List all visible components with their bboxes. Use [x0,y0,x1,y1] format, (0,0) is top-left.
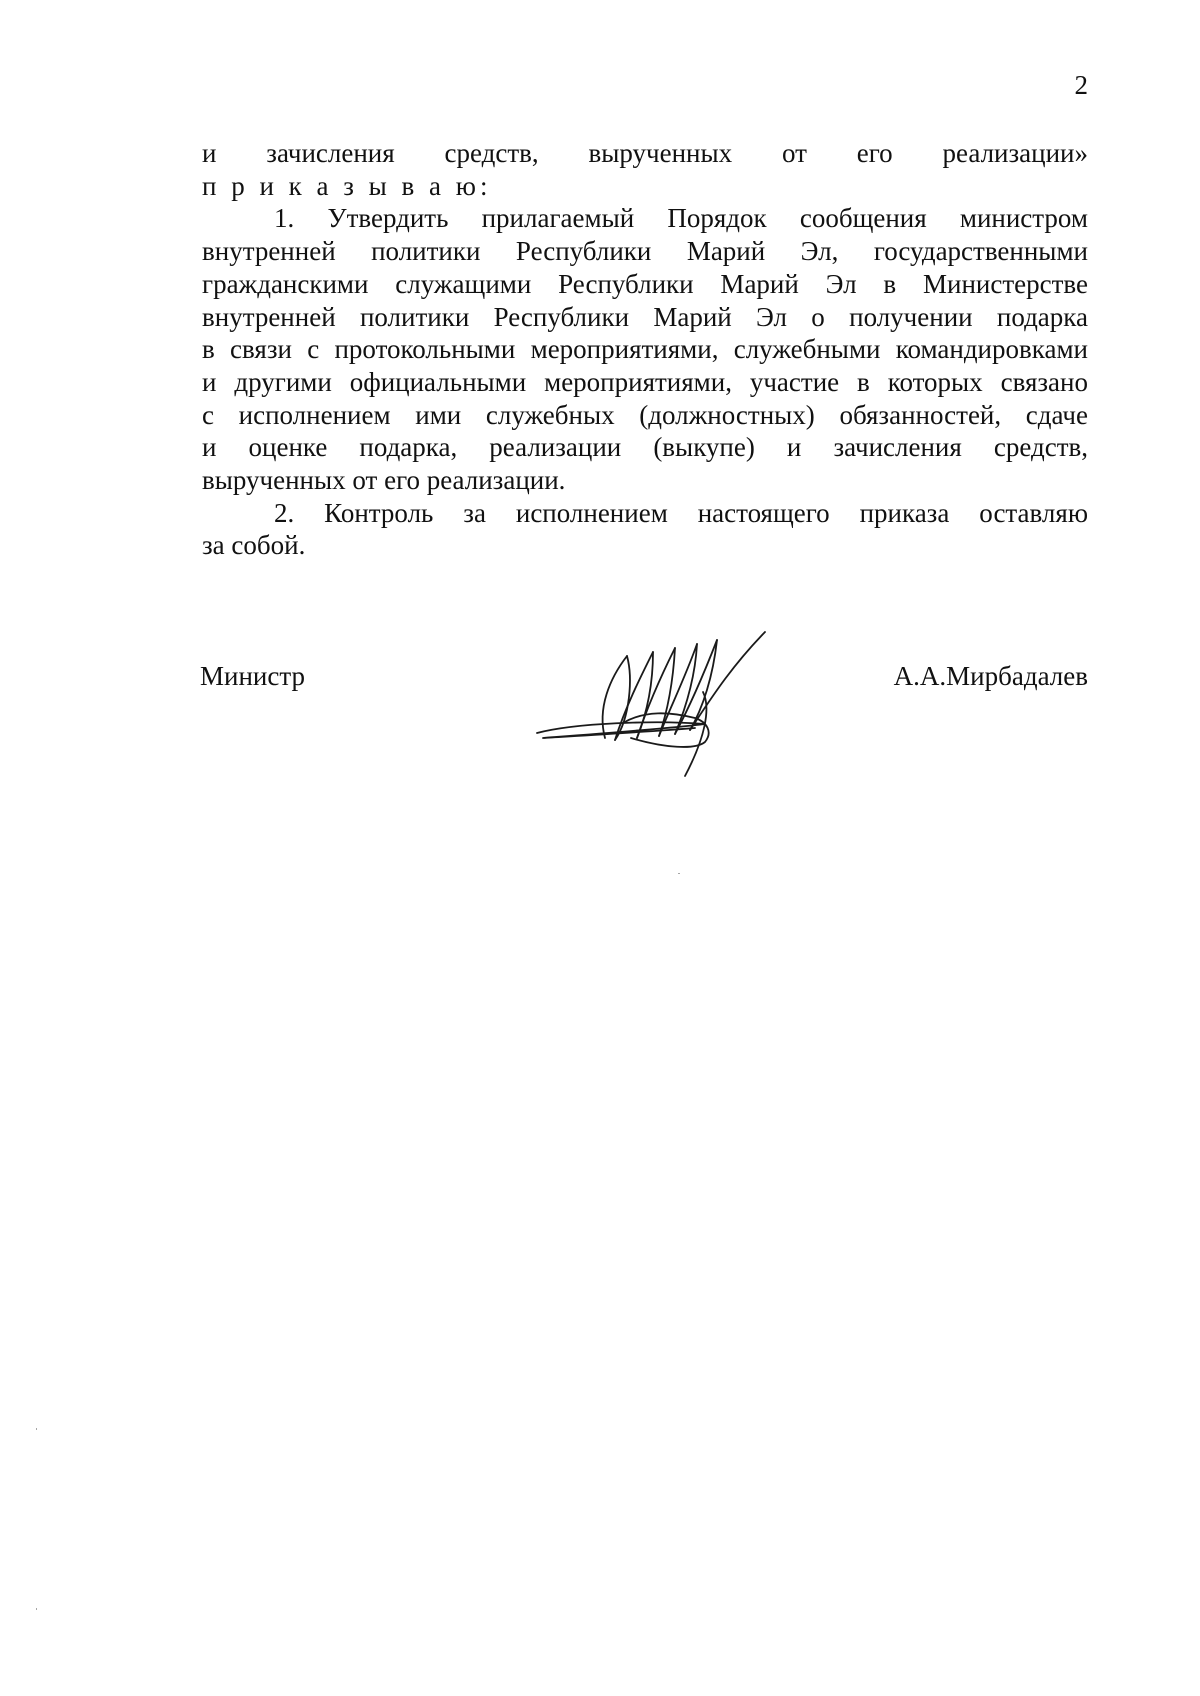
text-line: внутренней политики Республики Марий Эл о получении подарка [202,301,1088,332]
signatory-title: Министр [200,661,305,691]
handwritten-signature [535,628,825,778]
text-line: вырученных от его реализации. [202,465,566,496]
text-line-order-word: п р и к а з ы в а ю: [202,170,492,201]
text-line: с исполнением ими служебных (должностных) обязанностей, сдаче [202,399,1088,430]
page-number: 2 [1074,70,1088,100]
text-line: в связи с протокольными мероприятиями, служебными командировками [202,334,1088,365]
text-line: гражданскими служащими Республики Марий Эл в Министерстве [202,268,1088,299]
signatory-name: А.А.Мирбадалев [893,661,1088,691]
text-line-item-2: 2. Контроль за исполнением настоящего приказа оставляю [274,497,1088,528]
text-line: внутренней политики Республики Марий Эл, государственными [202,236,1088,267]
text-line: и зачисления средств, вырученных от его реализации» [202,138,1088,168]
text-line: и другими официальными мероприятиями, участие в которых связано [202,366,1088,397]
order-body-text [202,137,1088,562]
scan-speck [36,1428,37,1430]
scan-speck [678,873,680,874]
scan-speck [36,1608,37,1610]
text-line: за собой. [202,530,306,561]
text-line: и оценке подарка, реализации (выкупе) и зачисления средств, [202,432,1088,463]
text-line-item-1: 1. Утвердить прилагаемый Порядок сообщения министром [274,203,1088,234]
